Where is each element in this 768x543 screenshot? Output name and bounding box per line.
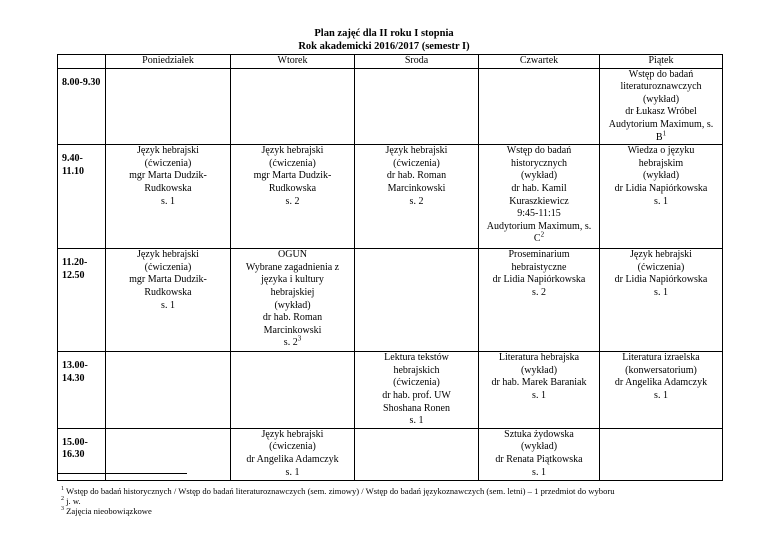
course-line: hebrajskim [638, 157, 684, 169]
course-line: (wykład) [520, 441, 558, 453]
course-line: dr hab. Kamil [511, 182, 567, 194]
footnote-ref: 3 [297, 334, 302, 343]
course-line: Język hebrajski [137, 249, 199, 261]
schedule-cell [355, 249, 479, 352]
course-line: Literatura izraelska [622, 352, 700, 364]
day-header: Wtorek [231, 55, 355, 69]
course-line: s. 2 [532, 286, 546, 298]
course-line: Marcinkowski [387, 182, 446, 194]
course-line: dr hab. prof. UW [382, 389, 451, 401]
footnote [61, 486, 615, 496]
course-line: s. 1 [654, 195, 668, 207]
footnote-text: Zajęcia nieobowiązkowe [66, 506, 152, 516]
course-line: s. 1 [654, 389, 668, 401]
schedule-cell [479, 249, 600, 352]
footnote-mark: 1 [61, 486, 64, 493]
course-line: Język hebrajski [630, 249, 692, 261]
footnote [61, 506, 152, 516]
footnote-ref: 2 [540, 230, 545, 239]
course-line: (ćwiczenia) [269, 157, 316, 169]
table-row [58, 249, 723, 352]
course-line [233, 334, 352, 350]
table-header-row [58, 55, 723, 69]
footnote-mark: 3 [61, 506, 64, 513]
course-line: mgr Marta Dudzik- [129, 274, 207, 286]
table-row [58, 145, 723, 249]
schedule-cell [355, 352, 479, 429]
course-line: s. 1 [161, 299, 175, 311]
course-line: hebraistyczne [511, 261, 567, 273]
schedule-cell [106, 249, 231, 352]
day-header: Czwartek [479, 55, 600, 69]
course-line [602, 129, 720, 145]
course-line: (wykład) [520, 170, 558, 182]
course-line: historycznych [510, 157, 568, 169]
time-slot: 13.00-14.30 [58, 352, 106, 429]
time-slot: 8.00-9.30 [58, 68, 106, 145]
footnote-separator [57, 473, 187, 474]
document-title: Plan zajęć dla II roku I stopnia [314, 28, 454, 39]
course-line: (ćwiczenia) [269, 441, 316, 453]
course-line: s. 1 [409, 415, 424, 427]
schedule-cell [355, 428, 479, 480]
course-line: Audytorium Maximum, s. [608, 118, 714, 130]
course-line: (wykład) [274, 299, 311, 311]
course-line: mgr Marta Dudzik- [253, 170, 332, 182]
course-line: dr Angelika Adamczyk [246, 453, 339, 465]
course-line: literaturoznawczych [620, 81, 702, 93]
course-line: Wiedza o języku [627, 145, 695, 157]
schedule-cell [106, 145, 231, 249]
schedule-table [57, 54, 723, 481]
course-line: Marcinkowski [263, 324, 322, 336]
course-line: (ćwiczenia) [393, 377, 440, 389]
schedule-cell [231, 428, 355, 480]
course-line: Rudkowska [144, 182, 192, 194]
corner-cell [58, 55, 106, 69]
course-line: dr hab. Marek Baraniak [491, 377, 587, 389]
course-line: s. 1 [532, 389, 546, 401]
schedule-cell [479, 352, 600, 429]
table-row [58, 352, 723, 429]
course-line: (wykład) [520, 364, 558, 376]
course-line: dr Lidia Napiórkowska [492, 274, 586, 286]
time-slot: 11.20-12.50 [58, 249, 106, 352]
room-letter: B [655, 131, 663, 143]
footnote-text: Wstęp do badań historycznych / Wstęp do badań literaturoznawczych (sem. zimowy) / Wstęp do badań językoznawczych (sem. letni) – 1 przedmiot do wyboru [66, 486, 615, 496]
course-line: Proseminarium [508, 249, 570, 261]
course-line: Rudkowska [144, 286, 192, 298]
course-line: (ćwiczenia) [144, 157, 192, 169]
course-line: hebrajskiej [270, 286, 315, 298]
course-line: Wstęp do badań [628, 68, 694, 80]
course-line: s. 1 [161, 195, 175, 207]
course-line: OGUN [278, 249, 307, 261]
time-slot: 9.40-11.10 [58, 145, 106, 249]
footnote-ref: 1 [662, 129, 667, 138]
schedule-cell [231, 145, 355, 249]
room-label: s. 2 [283, 337, 298, 349]
day-header: Piątek [600, 55, 723, 69]
course-line: hebrajskich [393, 364, 440, 376]
course-line: dr Lidia Napiórkowska [614, 274, 708, 286]
schedule-cell [231, 352, 355, 429]
course-line: (wykład) [642, 93, 680, 105]
course-line: Język hebrajski [261, 145, 324, 157]
room-letter: C [533, 233, 541, 245]
schedule-cell [231, 249, 355, 352]
table-row [58, 68, 723, 145]
schedule-cell [600, 145, 723, 249]
course-line: dr Renata Piątkowska [495, 453, 583, 465]
course-line: (wykład) [642, 170, 680, 182]
course-line: s. 1 [654, 286, 668, 298]
course-line: dr Lidia Napiórkowska [614, 182, 708, 194]
course-line: Sztuka żydowska [504, 428, 574, 440]
course-line: (konwersatorium) [625, 364, 697, 376]
schedule-cell [479, 68, 600, 145]
document-subtitle: Rok akademicki 2016/2017 (semestr I) [298, 41, 470, 52]
course-line: Wybrane zagadnienia z [245, 261, 340, 273]
footnote-text: j. w. [66, 496, 81, 506]
day-header: Środa [355, 55, 479, 69]
schedule-cell [479, 428, 600, 480]
course-line: dr hab. Roman [386, 170, 447, 182]
time-slot: 15.00-16.30 [58, 428, 106, 480]
schedule-cell [600, 352, 723, 429]
course-line: Język hebrajski [385, 145, 448, 157]
course-line: (ćwiczenia) [637, 261, 685, 273]
footnote [61, 496, 81, 506]
course-line: Literatura hebrajska [498, 352, 580, 364]
schedule-cell [600, 249, 723, 352]
course-line: dr Łukasz Wróbel [625, 106, 697, 118]
schedule-cell [600, 68, 723, 145]
course-line: języka i kultury [261, 274, 324, 286]
course-line: Rudkowska [268, 182, 317, 194]
course-line: Shoshana Ronen [383, 402, 450, 414]
schedule-cell [479, 145, 600, 249]
course-line: s. 2 [409, 195, 424, 207]
course-line: (ćwiczenia) [144, 261, 192, 273]
course-line: Język hebrajski [261, 428, 324, 440]
course-line: Kuraszkiewicz [509, 195, 569, 207]
course-line: dr Angelika Adamczyk [614, 377, 708, 389]
schedule-cell [355, 145, 479, 249]
course-line: Lektura tekstów [384, 352, 449, 364]
schedule-cell [231, 68, 355, 145]
course-line: Wstęp do badań [506, 145, 572, 157]
course-line: s. 1 [285, 466, 300, 478]
course-line: Język hebrajski [137, 145, 199, 157]
course-line: 9:45-11:15 [517, 208, 561, 220]
schedule-cell [355, 68, 479, 145]
day-header: Poniedziałek [106, 55, 231, 69]
course-line: Audytorium Maximum, s. [486, 220, 592, 232]
footnote-mark: 2 [61, 496, 64, 503]
course-line: (ćwiczenia) [393, 157, 440, 169]
schedule-cell [106, 68, 231, 145]
schedule-cell [600, 428, 723, 480]
course-line [481, 230, 597, 246]
course-line: mgr Marta Dudzik- [129, 170, 207, 182]
course-line: s. 2 [285, 195, 300, 207]
course-line: dr hab. Roman [262, 312, 323, 324]
course-line: s. 1 [532, 466, 546, 478]
schedule-cell [106, 352, 231, 429]
